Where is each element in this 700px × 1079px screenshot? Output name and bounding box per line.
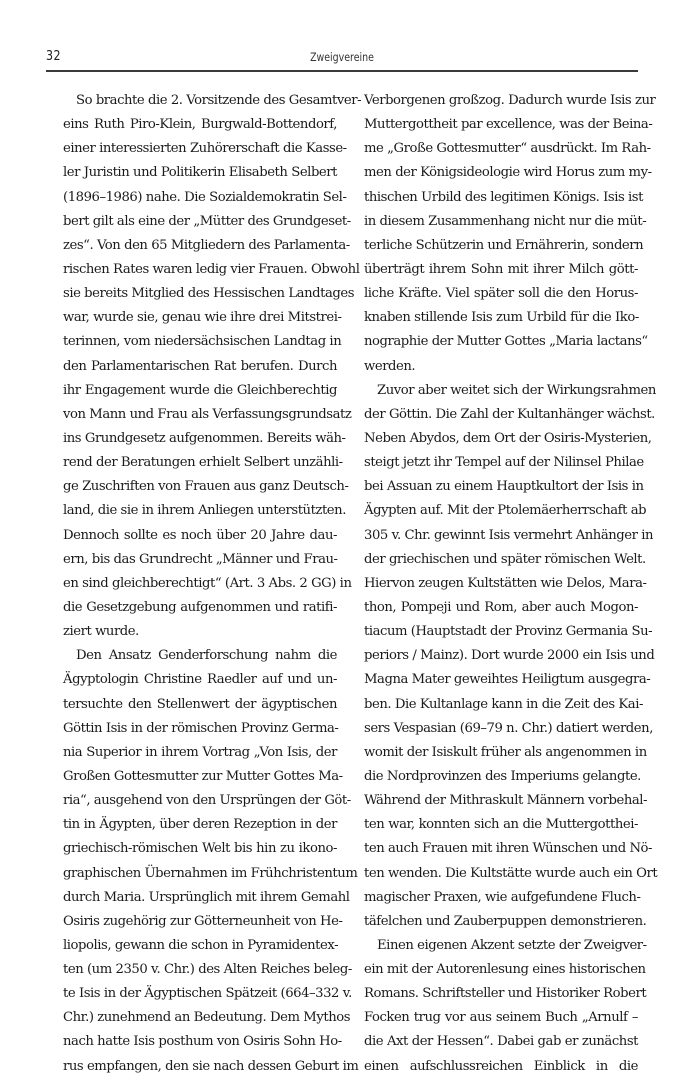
text-line: nach hatte Isis posthum von Osiris Sohn Ho- bbox=[63, 1034, 342, 1050]
text-line: nographie der Mutter Gottes „Maria lactans“ bbox=[364, 334, 648, 350]
text-line: sers Vespasian (69–79 n. Chr.) datiert werden, bbox=[364, 720, 653, 736]
text-line: werden. bbox=[364, 358, 416, 374]
text-line: en sind gleichberechtigt“ (Art. 3 Abs. 2 GG) in bbox=[63, 575, 352, 591]
text-line: graphischen Übernahmen im Frühchristentum bbox=[63, 865, 358, 881]
right-text-column bbox=[364, 89, 658, 1079]
text-line: in diesem Zusammenhang nicht nur die müt- bbox=[364, 213, 647, 229]
text-line: ten war, konnten sich an die Muttergotthei- bbox=[364, 817, 638, 833]
text-line: liche Kräfte. Viel später soll die den Horus- bbox=[364, 286, 638, 302]
text-line: eins Ruth Piro-Klein, Burgwald-Bottendorf, bbox=[63, 117, 337, 133]
header-rule bbox=[46, 70, 638, 72]
text-line: bei Assuan zu einem Hauptkultort der Isis in bbox=[364, 479, 644, 495]
text-line: knaben stillende Isis zum Urbild für die Iko- bbox=[364, 310, 639, 326]
text-line: Verborgenen großzog. Dadurch wurde Isis zur bbox=[364, 93, 656, 108]
text-line: Ägypten auf. Mit der Ptolemäerherrschaft ab bbox=[364, 503, 647, 519]
page-number: 32 bbox=[46, 49, 61, 64]
text-line: Während der Mithraskult Männern vorbehal- bbox=[364, 793, 648, 809]
text-line: (1896–1986) nahe. Die Sozialdemokratin Sel- bbox=[63, 189, 347, 205]
text-line: ler Juristin und Politikerin Elisabeth Selbert bbox=[63, 165, 337, 181]
left-text-column bbox=[63, 89, 362, 1079]
text-line: magischer Praxen, wie aufgefundene Fluch- bbox=[364, 889, 641, 905]
text-line: me „Große Gottesmutter“ ausdrückt. Im Rah- bbox=[364, 141, 651, 157]
text-line: terinnen, vom niedersächsischen Landtag in bbox=[63, 334, 342, 350]
text-line: te Isis in der Ägyptischen Spätzeit (664–332 v. bbox=[63, 986, 352, 1002]
text-line: zes“. Von den 65 Mitgliedern des Parlamenta- bbox=[63, 237, 350, 253]
text-line: ern, bis das Grundrecht „Männer und Frau- bbox=[63, 551, 338, 567]
text-line: einer interessierten Zuhörerschaft die Kasse- bbox=[63, 141, 347, 157]
text-line: rischen Rates waren ledig vier Frauen. Obwohl bbox=[63, 261, 360, 277]
text-line: von Mann und Frau als Verfassungsgrundsatz bbox=[63, 406, 352, 422]
text-line: Den Ansatz Genderforschung nahm die bbox=[76, 648, 337, 664]
text-line: tin in Ägypten, über deren Rezeption in der bbox=[63, 817, 337, 833]
text-line: Großen Gottesmutter zur Mutter Gottes Ma- bbox=[63, 768, 343, 784]
text-line: Focken trug vor aus seinem Buch „Arnulf – bbox=[364, 1010, 638, 1026]
text-line: ten (um 2350 v. Chr.) des Alten Reiches beleg- bbox=[63, 962, 352, 978]
text-line: durch Maria. Ursprünglich mit ihrem Gemahl bbox=[63, 889, 350, 905]
running-head: Zweigvereine bbox=[310, 50, 374, 64]
text-line: land, die sie in ihrem Anliegen unterstützten. bbox=[63, 503, 346, 519]
text-line: Dennoch sollte es noch über 20 Jahre dau- bbox=[63, 527, 337, 543]
text-line: der Göttin. Die Zahl der Kultanhänger wächst. bbox=[364, 406, 655, 422]
text-line: täfelchen und Zauberpuppen demonstrieren. bbox=[364, 913, 647, 929]
text-line: einen aufschlussreichen Einblick in die bbox=[364, 1058, 638, 1074]
text-line: Muttergottheit par excellence, was der Beina- bbox=[364, 117, 653, 133]
text-line: der griechischen und später römischen Welt. bbox=[364, 551, 646, 567]
text-line: die Axt der Hessen“. Dabei gab er zunächst bbox=[364, 1034, 638, 1050]
text-line: 305 v. Chr. gewinnt Isis vermehrt Anhänger in bbox=[364, 527, 654, 543]
text-line: Göttin Isis in der römischen Provinz Germa- bbox=[63, 720, 339, 736]
text-line: Romans. Schriftsteller und Historiker Robert bbox=[364, 986, 647, 1002]
text-line: den Parlamentarischen Rat berufen. Durch bbox=[63, 358, 337, 374]
text-line: Ägyptologin Christine Raedler auf und un- bbox=[63, 672, 337, 688]
text-line: nia Superior in ihrem Vortrag „Von Isis, der bbox=[63, 744, 337, 760]
text-line: Hiervon zeugen Kultstätten wie Delos, Mara- bbox=[364, 575, 647, 591]
text-line: ten auch Frauen mit ihren Wünschen und Nö- bbox=[364, 841, 653, 857]
text-line: ria“, ausgehend von den Ursprüngen der Göt- bbox=[63, 793, 351, 809]
text-line: ge Zuschriften von Frauen aus ganz Deutsch- bbox=[63, 479, 349, 495]
text-line: war, wurde sie, genau wie ihre drei Mitstrei- bbox=[63, 310, 342, 326]
text-line: thon, Pompeji und Rom, aber auch Mogon- bbox=[364, 599, 638, 615]
text-line: Chr.) zunehmend an Bedeutung. Dem Mythos bbox=[63, 1010, 351, 1026]
text-line: griechisch-römischen Welt bis hin zu ikono- bbox=[63, 841, 337, 857]
text-line: überträgt ihrem Sohn mit ihrer Milch gött- bbox=[364, 261, 638, 277]
text-line: rend der Beratungen erhielt Selbert unzähli- bbox=[63, 455, 343, 471]
text-line: sie bereits Mitglied des Hessischen Landtages bbox=[63, 286, 355, 302]
text-line: ten wenden. Die Kultstätte wurde auch ein Ort bbox=[364, 865, 658, 881]
text-line: steigt jetzt ihr Tempel auf der Nilinsel Philae bbox=[364, 455, 644, 471]
text-line: liopolis, gewann die schon in Pyramidentex- bbox=[63, 937, 339, 953]
text-line: Magna Mater geweihtes Heiligtum ausgegra- bbox=[364, 672, 651, 688]
text-line: ben. Die Kultanlage kann in die Zeit des Kai- bbox=[364, 696, 643, 712]
text-line: ziert wurde. bbox=[63, 624, 139, 640]
text-line: die Nordprovinzen des Imperiums gelangte. bbox=[364, 768, 641, 784]
text-line: thischen Urbild des legitimen Königs. Isis ist bbox=[364, 189, 643, 205]
text-line: Osiris zugehörig zur Götterneunheit von He- bbox=[63, 913, 343, 929]
text-line: womit der Isiskult früher als angenommen in bbox=[364, 744, 647, 760]
text-line: die Gesetzgebung aufgenommen und ratifi- bbox=[63, 599, 337, 615]
text-line: tiacum (Hauptstadt der Provinz Germania Su- bbox=[364, 624, 653, 640]
text-line: So brachte die 2. Vorsitzende des Gesamtver- bbox=[76, 93, 362, 108]
text-line: Einen eigenen Akzent setzte der Zweigver- bbox=[377, 937, 647, 953]
text-line: tersuchte den Stellenwert der ägyptischen bbox=[63, 696, 337, 712]
text-line: Zuvor aber weitet sich der Wirkungsrahmen bbox=[377, 382, 656, 398]
text-line: ins Grundgesetz aufgenommen. Bereits wäh- bbox=[63, 430, 346, 446]
text-line: bert gilt als eine der „Mütter des Grundgeset- bbox=[63, 213, 351, 229]
text-line: periors / Mainz). Dort wurde 2000 ein Isis und bbox=[364, 648, 655, 664]
text-line: ein mit der Autorenlesung eines historischen bbox=[364, 962, 646, 978]
text-line: terliche Schützerin und Ernährerin, sondern bbox=[364, 237, 644, 253]
text-line: Neben Abydos, dem Ort der Osiris-Mysterien, bbox=[364, 430, 652, 446]
text-line: rus empfangen, den sie nach dessen Geburt im bbox=[63, 1058, 359, 1074]
text-line: ihr Engagement wurde die Gleichberechtig bbox=[63, 382, 337, 398]
text-line: men der Königsideologie wird Horus zum my- bbox=[364, 165, 652, 181]
